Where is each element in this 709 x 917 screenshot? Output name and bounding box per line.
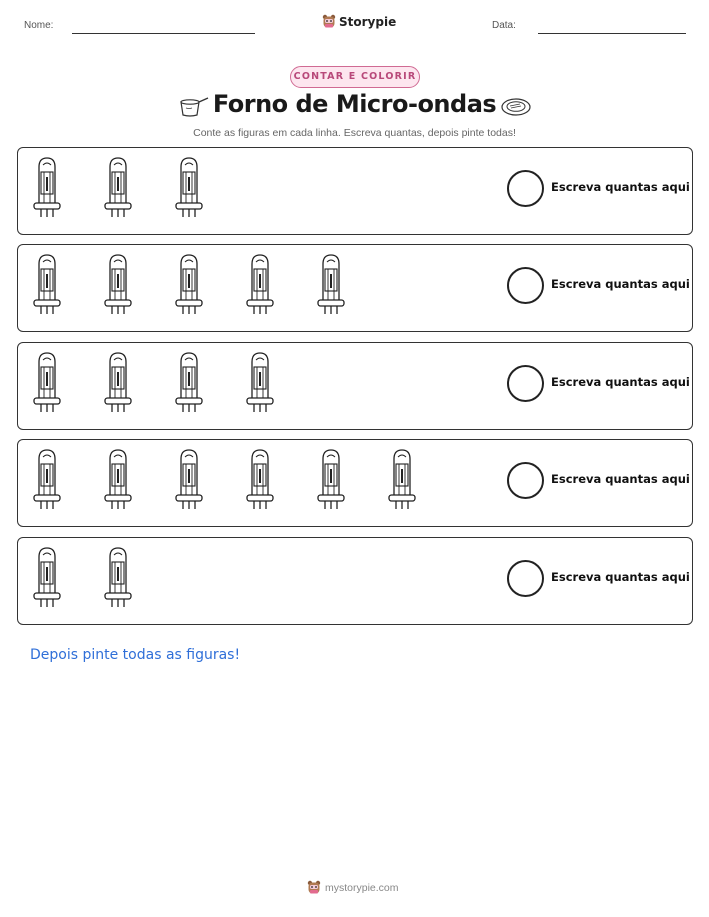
footer-instruction: Depois pinte todas as figuras! bbox=[30, 647, 241, 663]
answer-label: Escreva quantas aqui bbox=[551, 375, 690, 389]
vacuum-tube-icon[interactable] bbox=[101, 155, 135, 219]
name-label: Nome: bbox=[24, 20, 54, 31]
page-title: Forno de Micro-ondas bbox=[212, 90, 497, 118]
counting-row bbox=[17, 147, 693, 235]
instructions-text: Conte as figuras em cada linha. Escreva quantas, depois pinte todas! bbox=[193, 127, 516, 139]
counting-row bbox=[17, 439, 693, 527]
vacuum-tube-icon[interactable] bbox=[30, 447, 64, 511]
answer-circle[interactable] bbox=[507, 170, 544, 207]
vacuum-tube-icon[interactable] bbox=[101, 350, 135, 414]
brand-logo bbox=[322, 14, 396, 30]
vacuum-tube-icon[interactable] bbox=[101, 545, 135, 609]
vacuum-tube-icon[interactable] bbox=[101, 252, 135, 316]
vacuum-tube-icon[interactable] bbox=[30, 545, 64, 609]
answer-circle[interactable] bbox=[507, 462, 544, 499]
vacuum-tube-icon[interactable] bbox=[172, 155, 206, 219]
footer-url: mystorypie.com bbox=[325, 882, 399, 894]
counting-row bbox=[17, 537, 693, 625]
activity-badge: CONTAR E COLORIR bbox=[290, 66, 420, 88]
vacuum-tube-icon[interactable] bbox=[172, 447, 206, 511]
vacuum-tube-icon[interactable] bbox=[30, 155, 64, 219]
footer-brand bbox=[307, 880, 399, 896]
brand-name: Storypie bbox=[339, 15, 397, 29]
answer-label: Escreva quantas aqui bbox=[551, 180, 690, 194]
answer-circle[interactable] bbox=[507, 365, 544, 402]
bear-icon bbox=[322, 14, 336, 30]
vacuum-tube-icon[interactable] bbox=[30, 252, 64, 316]
plate-icon bbox=[500, 96, 532, 118]
vacuum-tube-icon[interactable] bbox=[243, 252, 277, 316]
answer-circle[interactable] bbox=[507, 267, 544, 304]
vacuum-tube-icon[interactable] bbox=[243, 447, 277, 511]
answer-label: Escreva quantas aqui bbox=[551, 570, 690, 584]
counting-row bbox=[17, 244, 693, 332]
vacuum-tube-icon[interactable] bbox=[172, 252, 206, 316]
vacuum-tube-icon[interactable] bbox=[101, 447, 135, 511]
answer-label: Escreva quantas aqui bbox=[551, 277, 690, 291]
vacuum-tube-icon[interactable] bbox=[385, 447, 419, 511]
vacuum-tube-icon[interactable] bbox=[314, 447, 348, 511]
vacuum-tube-icon[interactable] bbox=[172, 350, 206, 414]
date-line[interactable] bbox=[538, 33, 686, 34]
counting-row bbox=[17, 342, 693, 430]
vacuum-tube-icon[interactable] bbox=[30, 350, 64, 414]
name-line[interactable] bbox=[72, 33, 255, 34]
answer-circle[interactable] bbox=[507, 560, 544, 597]
bear-icon bbox=[307, 880, 321, 896]
answer-label: Escreva quantas aqui bbox=[551, 472, 690, 486]
vacuum-tube-icon[interactable] bbox=[243, 350, 277, 414]
date-label: Data: bbox=[492, 20, 516, 31]
vacuum-tube-icon[interactable] bbox=[314, 252, 348, 316]
